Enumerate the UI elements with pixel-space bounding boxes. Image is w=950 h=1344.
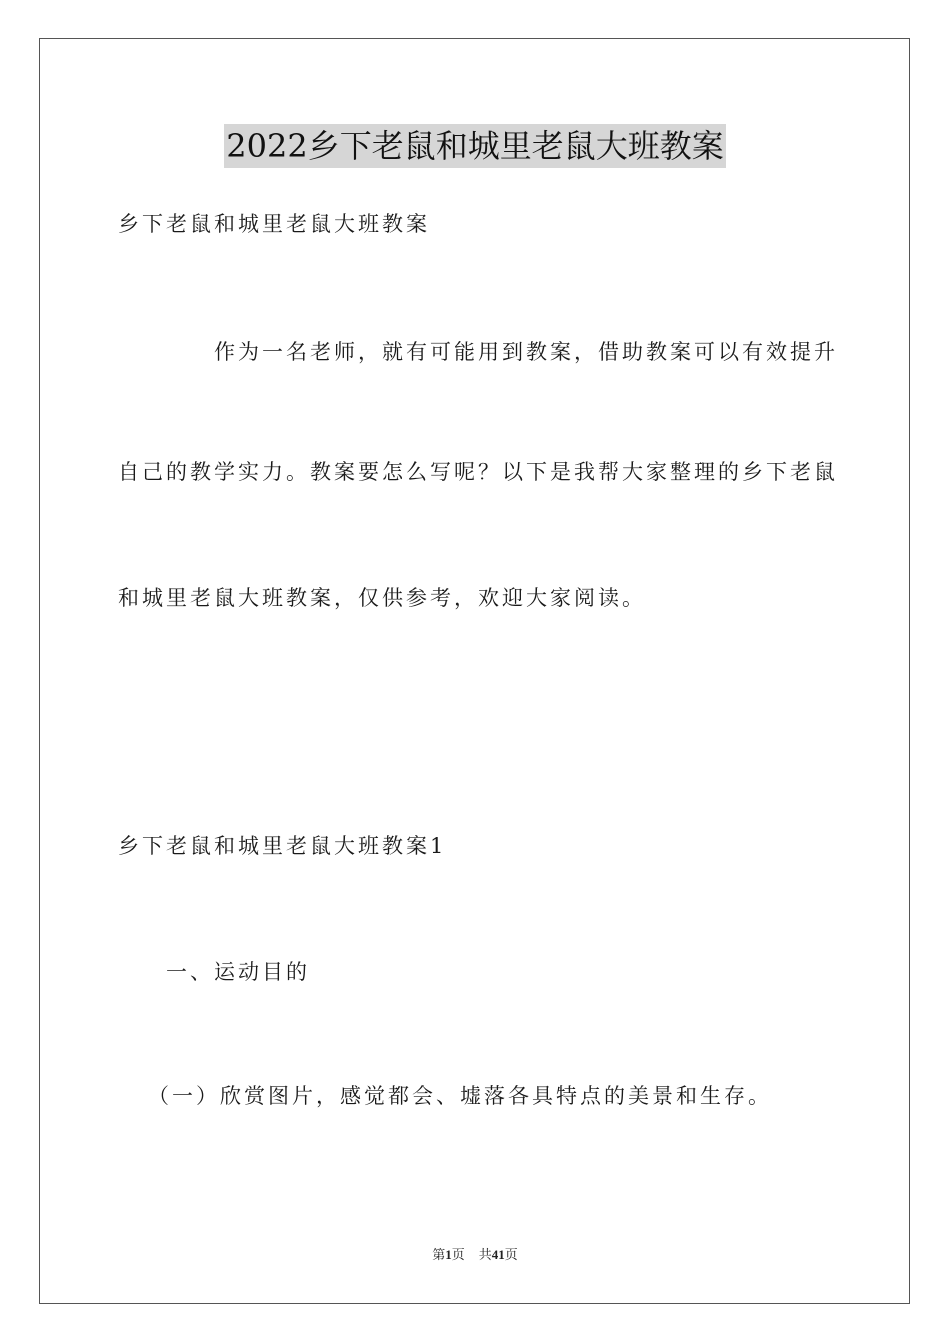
title-container [0,124,950,168]
subsection-heading: 一、运动目的 [166,960,310,984]
intro-line-2: 自己的教学实力。教案要怎么写呢？以下是我帮大家整理的乡下老鼠 [118,460,838,484]
list-item-1: （一）欣赏图片，感觉都会、墟落各具特点的美景和生存。 [148,1084,772,1108]
intro-line-1: 作为一名老师，就有可能用到教案，借助教案可以有效提升 [214,340,838,364]
intro-line-3: 和城里老鼠大班教案，仅供参考，欢迎大家阅读。 [118,586,646,610]
document-title: 2022乡下老鼠和城里老鼠大班教案 [224,124,725,168]
footer-page-suffix: 页 [451,1247,465,1262]
footer-total-pages: 41 [491,1247,505,1262]
document-subtitle: 乡下老鼠和城里老鼠大班教案 [118,212,430,236]
footer-total-suffix: 页 [504,1247,518,1262]
section-heading: 乡下老鼠和城里老鼠大班教案1 [118,834,447,858]
footer-total-prefix: 共 [478,1247,492,1262]
footer-page-prefix: 第 [432,1247,446,1262]
footer-page-number: 1 [445,1247,452,1262]
page-footer [0,1246,950,1264]
